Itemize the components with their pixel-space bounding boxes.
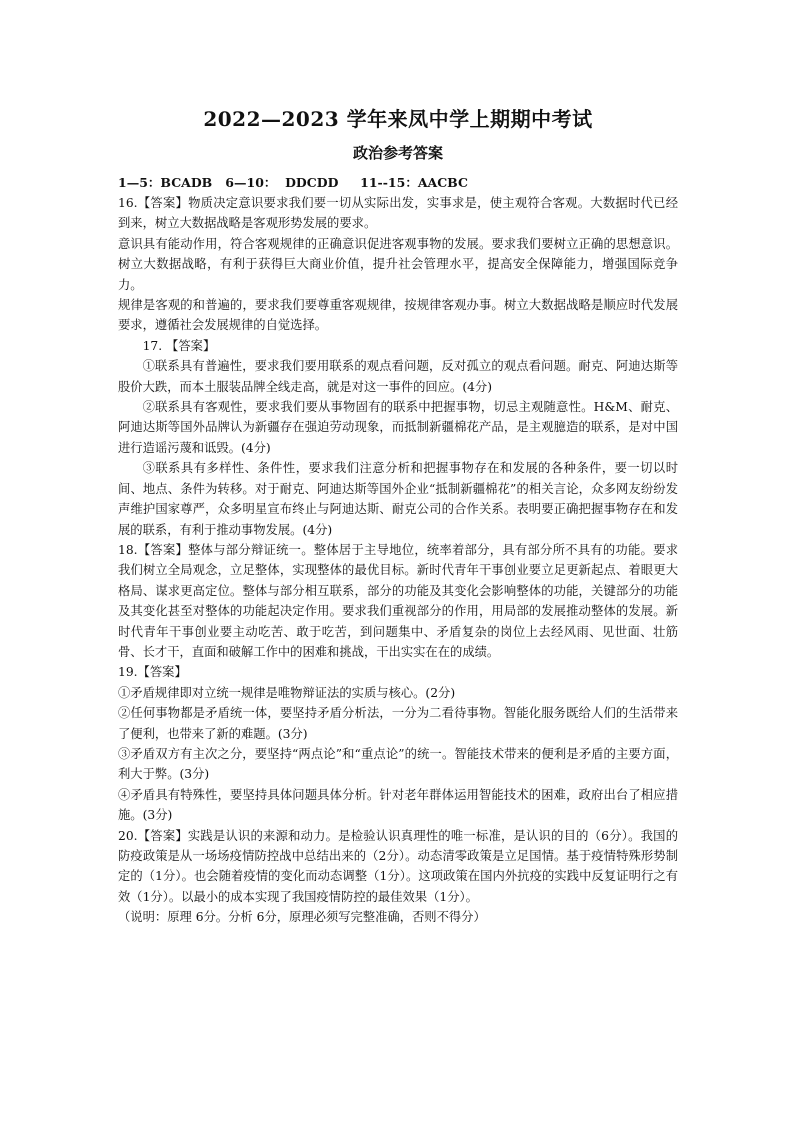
q20-scoring-note: （说明：原理 6分。分析 6分，原理必须写完整准确，否则不得分）: [118, 910, 486, 925]
page-title: 2022—2023 学年来凤中学上期期中考试: [203, 107, 593, 131]
choice-answers: 1—5：BCADB 6—10： DDCDD 11--15：AACBC: [118, 175, 468, 190]
q17-item-1: ①联系具有普遍性，要求我们要用联系的观点看问题，反对孤立的观点看问题。耐克、阿迪达斯等股价大跌，而本土服装品牌全线走高，就是对这一事件的回应。(4分): [118, 359, 678, 394]
q16-paragraph-2: 意识具有能动作用，符合客观规律的正确意识促进客观事物的发展。要求我们要树立正确的思想意识。树立大数据战略，有利于获得巨大商业价值，提升社会管理水平，提高安全保障能力，增强国际竞争力。: [118, 236, 678, 292]
q20-paragraph: 20.【答案】实践是认识的来源和动力。是检验认识真理性的唯一标准，是认识的目的（6分）。我国的防疫政策是从一场场疫情防控战中总结出来的（2分）。动态清零政策是立足国情。基于疫情特殊形势制定的（1分）。也会随着疫情的变化而动态调整（1分）。这项政策在国内外抗疫的实践中反复证明行之有效（1分）。以最小的成本实现了我国疫情防控的最佳效果（1分）。: [118, 828, 678, 904]
q17-item-2: ②联系具有客观性，要求我们要从事物固有的联系中把握事物，切忌主观随意性。H&M、耐克、阿迪达斯等国外品牌认为新疆存在强迫劳动现象，而抵制新疆棉花产品，是主观臆造的联系，是对中国进行造谣污蔑和诋毁。(4分): [118, 400, 678, 455]
q19-item-3: ③矛盾双方有主次之分，要坚持“两点论”和“重点论”的统一。智能技术带来的便利是矛盾的主要方面，利大于弊。(3分): [118, 746, 678, 782]
q19-item-1: ①矛盾规律即对立统一规律是唯物辩证法的实质与核心。(2分): [118, 685, 456, 700]
q19-item-2: ②任何事物都是矛盾统一体，要坚持矛盾分析法，一分为二看待事物。智能化服务既给人们的生活带来了便利，也带来了新的难题。(3分): [118, 706, 678, 741]
q19-item-4: ④矛盾具有特殊性，要坚持具体问题具体分析。针对老年群体运用智能技术的困难，政府出台了相应措施。(3分): [118, 787, 678, 823]
q17-heading: 17. 【答案】: [142, 338, 216, 353]
question-17: [118, 336, 678, 540]
answer-sheet: [118, 104, 678, 928]
question-20: [118, 826, 678, 928]
q18-paragraph: 18.【答案】整体与部分辩证统一。整体居于主导地位，统率着部分，具有部分所不具有的功能。要求我们树立全局观念，立足整体，实现整体的最优目标。新时代青年干事创业要立足更新起点、着眼更大格局、谋求更高定位。整体与部分相互联系，部分的功能及其变化会影响整体的功能，关键部分的功能及其变化甚至对整体的功能起决定作用。要求我们重视部分的作用，用局部的发展推动整体的发展。新时代青年干事创业要主动吃苦、敢于吃苦，到问题集中、矛盾复杂的岗位上去经风雨、见世面、壮筋骨、长才干，直面和破解工作中的困难和挑战，干出实实在在的成绩。: [118, 542, 678, 659]
q19-heading: 19.【答案】: [118, 665, 187, 680]
question-19: [118, 662, 678, 825]
question-18: [118, 540, 678, 662]
q16-paragraph-3: 规律是客观的和普遍的，要求我们要尊重客观规律，按规律客观办事。树立大数据战略是顺应时代发展要求，遵循社会发展规律的自觉选择。: [118, 298, 678, 333]
question-16: [118, 193, 678, 336]
q17-item-3: ③联系具有多样性、条件性，要求我们注意分析和把握事物存在和发展的各种条件，要一切以时间、地点、条件为转移。对于耐克、阿迪达斯等国外企业“抵制新疆棉花”的相关言论，众多网友纷纷发声维护国家尊严，众多明星宣布终止与阿迪达斯、耐克公司的合作关系。表明要正确把握事物存在和发展的联系，有利于推动事物发展。(4分): [118, 461, 678, 537]
q16-paragraph-1: 16.【答案】物质决定意识要求我们要一切从实际出发，实事求是，使主观符合客观。大数据时代已经到来，树立大数据战略是客观形势发展的要求。: [118, 196, 678, 231]
page-subtitle: 政治参考答案: [352, 144, 443, 162]
